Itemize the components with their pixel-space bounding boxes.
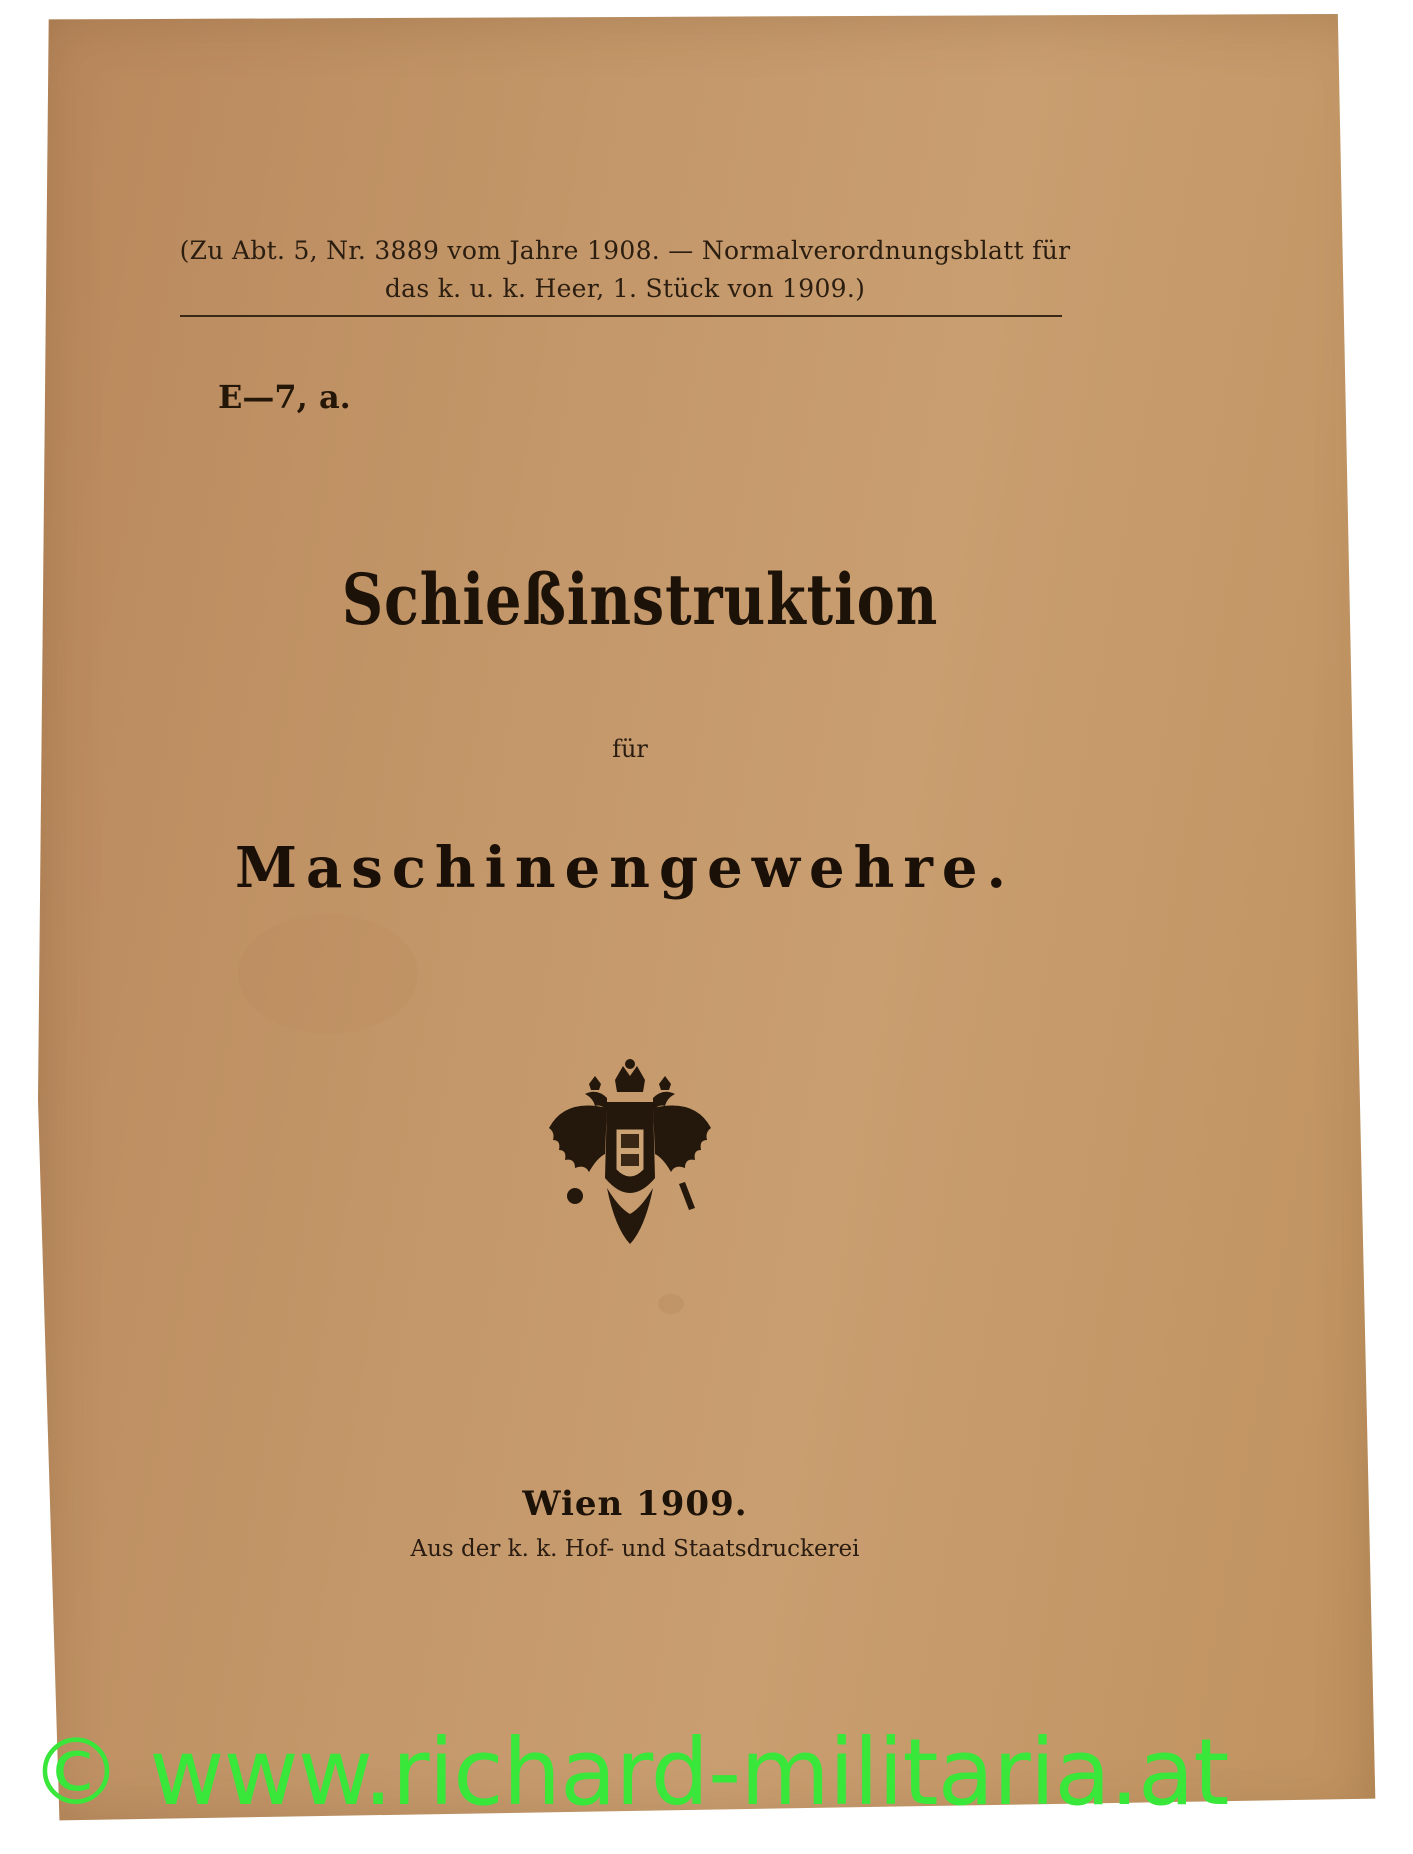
title-connector: für (612, 735, 648, 763)
paper-stain (658, 1294, 684, 1314)
publication-place-year: Wien 1909. (522, 1484, 748, 1524)
printer-credit: Aus der k. k. Hof- und Staatsdruckerei (410, 1536, 860, 1562)
reference-code: E—7, a. (218, 378, 351, 416)
paper-stain (238, 914, 418, 1034)
divider-rule (180, 315, 1062, 317)
document-subject: Maschinengewehre. (235, 835, 1015, 901)
double-headed-eagle-icon (545, 1058, 715, 1248)
document-title: Schießinstruktion (341, 558, 939, 641)
decree-reference (160, 232, 1090, 308)
decree-line-2: das k. u. k. Heer, 1. Stück von 1909.) (384, 274, 866, 303)
decree-line-1: (Zu Abt. 5, Nr. 3889 vom Jahre 1908. — Normalverordnungsblatt für (179, 236, 1071, 265)
copyright-watermark: © www.richard-militaria.at (30, 1719, 1229, 1826)
